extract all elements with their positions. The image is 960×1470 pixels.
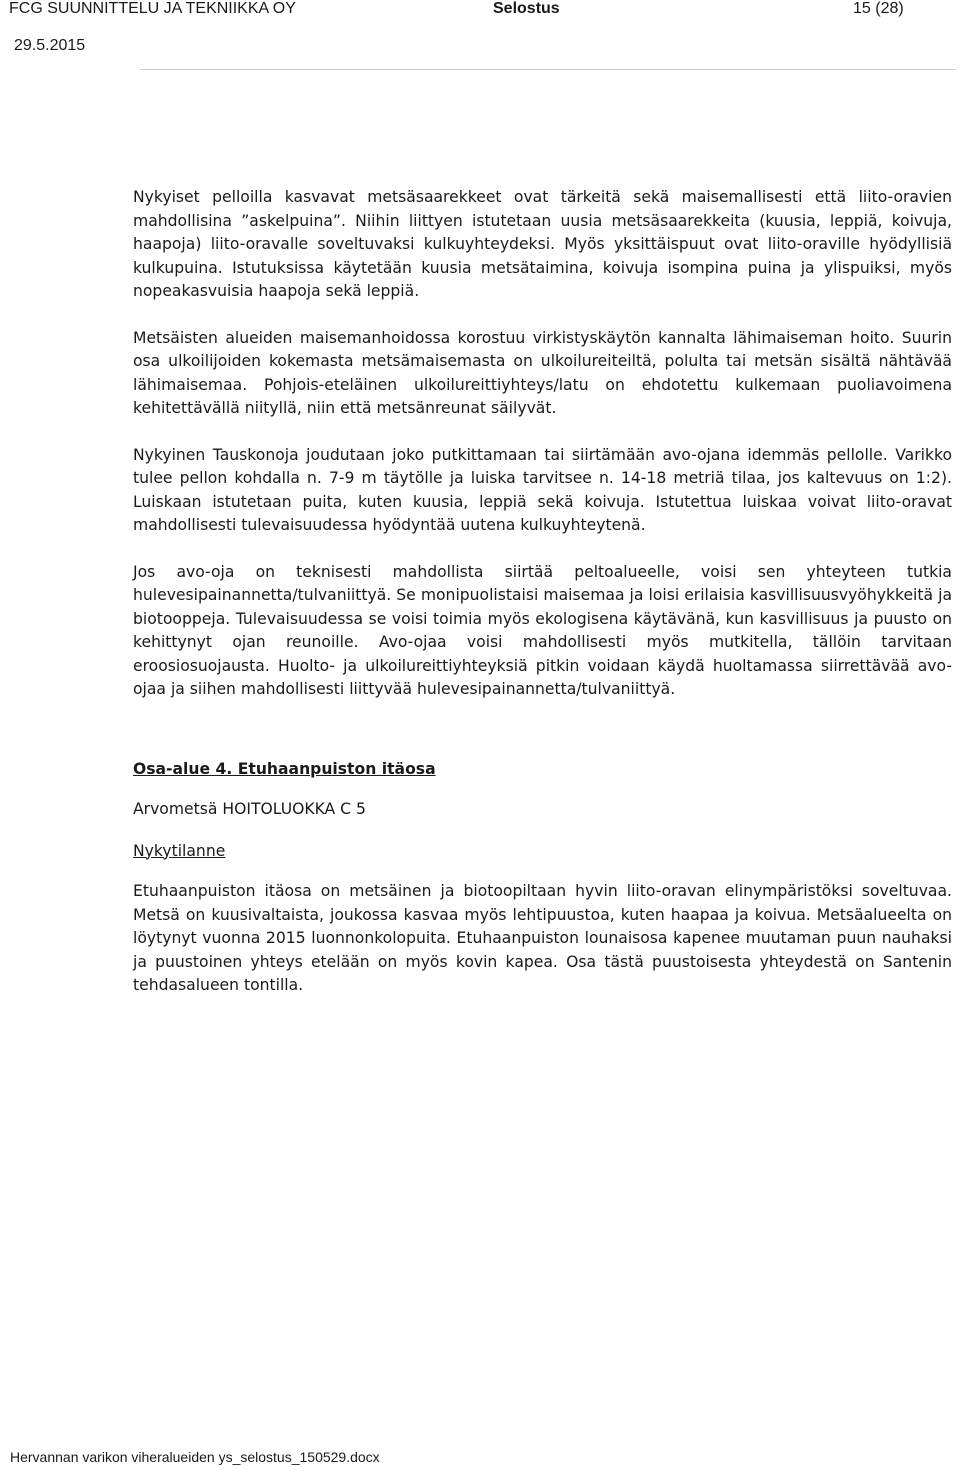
header-divider [140, 69, 956, 70]
section-subheading: Nykytilanne [133, 841, 226, 860]
section-class-line: Arvometsä HOITOLUOKKA C 5 [133, 800, 366, 818]
page-header [0, 0, 960, 72]
paragraph-landscape-care: Metsäisten alueiden maisemanhoidossa korostuu virkistyskäytön kannalta lähimaiseman hoito. Suurin osa ulkoilijoiden kokemasta metsämaisemasta on ulkoilureiteiltä, polulta tai metsän sisältä nähtävää lähimaisemaa. Pohjois-eteläinen ulkoilureittiyhteys/latu on ehdotettu kulkemaan puoliavoimena kehitettävällä niityllä, niin että metsänreunat säilyvät. [133, 328, 952, 417]
document-body [133, 186, 952, 998]
paragraph-tauskonoja: Nykyinen Tauskonoja joudutaan joko putkittamaan tai siirtämään avo-ojana idemmäs pellolle. Varikko tulee pellon kohdalla n. 7-9 m täytölle ja luiska tarvitsee n. 14-18 metriä tilaa, jos kaltevuus on 1:2). Luiskaan istutetaan puita, kuten kuusia, leppiä sekä koivuja. Istutettua luiskaa voivat liito-oravat mahdollisesti tulevaisuudessa hyödyntää uutena kulkuyhteytenä. [133, 445, 952, 534]
paragraph-open-ditch: Jos avo-oja on teknisesti mahdollista siirtää peltoalueelle, voisi sen yhteyteen tutkia hulevesipainannetta/tulvaniittyä. Se monipuolistaisi maisemaa ja loisi erilaisia kasvillisuusvyöhykkeitä ja biotooppeja. Tulevaisuudessa se voisi toimia myös ekologisena käytävänä, kun kasvillisuus ja puusto on kehittynyt ojan reunoille. Avo-ojaa voisi mahdollisesti myös mutkitella, tällöin tarvitaan eroosiosuojausta. Huolto- ja ulkoilureittiyhteyksiä pitkin voidaan käydä huoltamassa siirrettävää avo-ojaa ja siihen mahdollisesti liittyvää hulevesipainannetta/tulvaniittyä. [133, 562, 952, 698]
document-date: 29.5.2015 [14, 37, 86, 54]
paragraph-forest-islands: Nykyiset pelloilla kasvavat metsäsaarekkeet ovat tärkeitä sekä maisemallisesti että liito-oravien mahdollisina ”askelpuina”. Niihin liittyen istutetaan uusia metsäsaarekkeita (kuusia, leppiä, koivuja, haapoja) liito-oravalle soveltuvaksi kulkuyhteydeksi. Myös yksittäispuut ovat liito-oraville hyödyllisiä kulkupuina. Istutuksissa käytetään kuusia metsätaimina, koivuja isompina puina ja ylispuiksi, myös nopeakasvuisia haapoja sekä leppiä. [133, 188, 952, 300]
section-body: Etuhaanpuiston itäosa on metsäinen ja biotoopiltaan hyvin liito-oravan elinympäristöksi soveltuvaa. Metsä on kuusivaltaista, joukossa kasvaa myös lehtipuustoa, kuten haapaa ja koivua. Metsäalueelta on löytynyt vuonna 2015 luonnonkolopuita. Etuhaanpuiston lounaisosa kapenee muutaman puun nauhaksi ja puustoinen yhteys etelään on myös kovin kapea. Osa tästä puustoisesta yhteydestä on Santenin tehdasalueen tontilla. [133, 882, 952, 994]
document-title: Selostus [493, 0, 560, 17]
section-heading: Osa-alue 4. Etuhaanpuiston itäosa [133, 759, 436, 778]
page-number: 15 (28) [853, 0, 904, 17]
company-name: FCG SUUNNITTELU JA TEKNIIKKA OY [9, 0, 296, 17]
footer-filename: Hervannan varikon viheralueiden ys_selostus_150529.docx [10, 1449, 380, 1465]
